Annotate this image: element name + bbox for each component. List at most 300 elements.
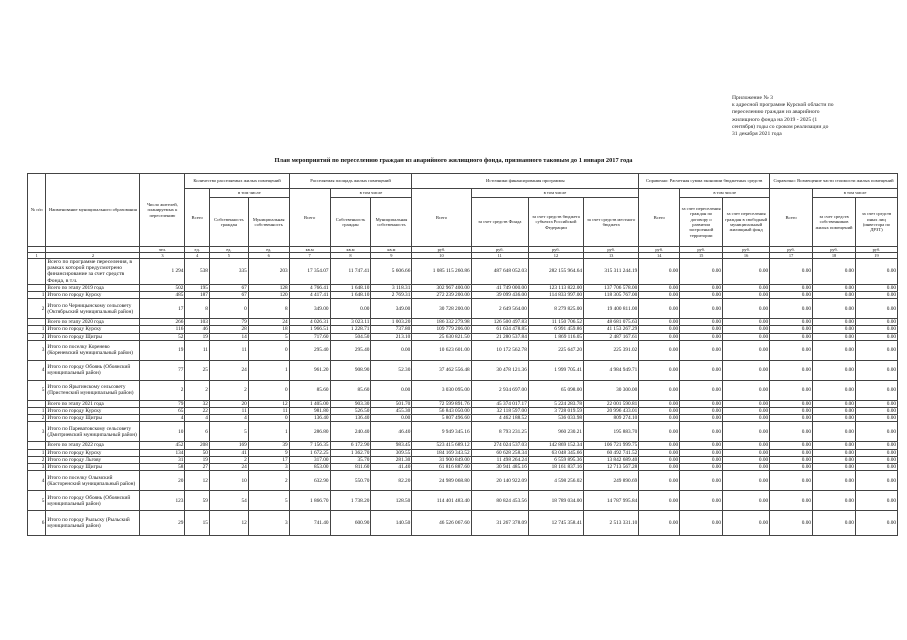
value-cell: 0.00 <box>371 415 412 422</box>
value-cell: 2 934 697.00 <box>471 380 528 400</box>
value-cell: 21 280 537.84 <box>471 333 528 340</box>
value-cell: 3 023.11 <box>330 319 371 326</box>
appendix-line: Приложение № 3 <box>732 95 773 101</box>
municipality-name: Итого по Черницынскому сельсовету (Октябрьский муниципальный район) <box>46 299 140 319</box>
value-cell: 349.00 <box>371 299 412 319</box>
value-cell: 208 <box>185 442 210 449</box>
value-cell: 282 155 964.64 <box>528 259 583 285</box>
value-cell: 120 <box>248 292 289 299</box>
value-cell: 195 <box>185 284 210 291</box>
row-number: 6 <box>28 511 46 536</box>
value-cell: 0.00 <box>680 319 723 326</box>
value-cell: 0.00 <box>680 422 723 442</box>
row-number: 3 <box>28 422 46 442</box>
value-cell: 0.00 <box>639 464 680 471</box>
row-number: 2 <box>28 299 46 319</box>
value-cell: 20 996 433.01 <box>584 408 639 415</box>
value-cell: 3 030 095.00 <box>412 380 471 400</box>
value-cell: 11 498 264.24 <box>471 456 528 463</box>
unit-cell: ед. <box>209 247 248 253</box>
value-cell: 128 <box>248 284 289 291</box>
header-col: Собственность граждан <box>330 198 371 247</box>
value-cell: 20 <box>209 400 248 407</box>
value-cell: 0.00 <box>639 259 680 285</box>
header-col: Собственность граждан <box>209 198 248 247</box>
table-body <box>28 259 898 536</box>
value-cell: 0.00 <box>639 415 680 422</box>
header-col: за счет переселения граждан по договору о развитии застроенной территории <box>680 198 723 247</box>
value-cell: 52.30 <box>371 360 412 380</box>
value-cell: 31 <box>140 456 185 463</box>
column-number: 17 <box>770 253 813 259</box>
value-cell: 0.00 <box>723 326 770 333</box>
value-cell: 24 989 068.80 <box>412 471 471 491</box>
table-row <box>28 464 898 471</box>
row-number: 2 <box>28 333 46 340</box>
value-cell: 0.00 <box>770 292 813 299</box>
value-cell: 11 <box>248 408 289 415</box>
value-cell: 0.00 <box>680 284 723 291</box>
column-number: 14 <box>639 253 680 259</box>
table-row <box>28 471 898 491</box>
value-cell: 9 949 345.16 <box>412 422 471 442</box>
value-cell: 1 294 <box>140 259 185 285</box>
value-cell: 0.00 <box>813 422 856 442</box>
resettlement-table <box>27 173 898 536</box>
municipality-name: Итого по городу Обоянь (Обоянский муниципальный район) <box>46 491 140 511</box>
header-col: за счет переселения граждан в свободный муниципальный жилищный фонд <box>723 198 770 247</box>
value-cell: 6 <box>185 422 210 442</box>
header-group-row <box>28 174 898 189</box>
value-cell: 3 728 019.59 <box>528 408 583 415</box>
value-cell: 315 311 244.19 <box>584 259 639 285</box>
value-cell: 65 <box>140 408 185 415</box>
value-cell: 1 228.71 <box>330 326 371 333</box>
value-cell: 0.00 <box>855 471 897 491</box>
municipality-name: Итого по городу Льгову <box>46 456 140 463</box>
value-cell: 35.70 <box>330 456 371 463</box>
value-cell: 0.00 <box>723 511 770 536</box>
value-cell: 0.00 <box>680 449 723 456</box>
value-cell: 7 156.35 <box>289 442 330 449</box>
value-cell: 0.00 <box>723 299 770 319</box>
value-cell: 0.00 <box>770 380 813 400</box>
value-cell: 0.00 <box>680 511 723 536</box>
value-cell: 0.00 <box>680 408 723 415</box>
value-cell: 0.00 <box>639 380 680 400</box>
header-col: Всего <box>412 189 471 247</box>
value-cell: 0.00 <box>639 292 680 299</box>
value-cell: 0.00 <box>813 464 856 471</box>
value-cell: 0.00 <box>723 333 770 340</box>
value-cell: 0.00 <box>639 326 680 333</box>
value-cell: 266 <box>140 319 185 326</box>
header-ref1-group: Справочно: Расчетная сумма экономии бюджетных средств <box>639 174 770 189</box>
value-cell: 118 305 767.00 <box>584 292 639 299</box>
municipality-name: Итого по городу Щигры <box>46 415 140 422</box>
row-number: 1 <box>28 408 46 415</box>
value-cell: 981.80 <box>289 408 330 415</box>
value-cell: 8 279 825.00 <box>528 299 583 319</box>
value-cell: 0.00 <box>639 284 680 291</box>
value-cell: 46 526 067.60 <box>412 511 471 536</box>
value-cell: 28 <box>209 326 248 333</box>
unit-cell: руб. <box>584 247 639 253</box>
value-cell: 1 362.70 <box>330 449 371 456</box>
value-cell: 17 <box>140 299 185 319</box>
municipality-name: Всего по этапу 2022 года <box>46 442 140 449</box>
header-col: Всего <box>639 189 680 247</box>
value-cell: 109 779 206.00 <box>412 326 471 333</box>
value-cell: 46.40 <box>371 422 412 442</box>
table-row <box>28 319 898 326</box>
value-cell: 3 <box>248 464 289 471</box>
value-cell: 0.00 <box>680 442 723 449</box>
value-cell: 4 462 188.52 <box>471 415 528 422</box>
value-cell: 0.00 <box>723 319 770 326</box>
table-row <box>28 415 898 422</box>
value-cell: 2 <box>185 380 210 400</box>
value-cell: 4 026.31 <box>289 319 330 326</box>
value-cell: 0.00 <box>680 360 723 380</box>
value-cell: 14 <box>209 333 248 340</box>
value-cell: 67 <box>209 292 248 299</box>
value-cell: 1 <box>248 422 289 442</box>
header-col: Муниципальная собственность <box>371 198 412 247</box>
value-cell: 0.00 <box>770 319 813 326</box>
value-cell: 32 <box>185 400 210 407</box>
column-number: 16 <box>723 253 770 259</box>
value-cell: 295.40 <box>289 340 330 360</box>
value-cell: 1 999 705.41 <box>528 360 583 380</box>
value-cell: 39 <box>248 442 289 449</box>
value-cell: 2 <box>209 456 248 463</box>
column-number: 5 <box>209 253 248 259</box>
value-cell: 48 681 075.63 <box>584 319 639 326</box>
value-cell: 3 118.31 <box>371 284 412 291</box>
value-cell: 60 628 258.34 <box>471 449 528 456</box>
value-cell: 0.00 <box>723 449 770 456</box>
header-finance-incl: в том числе <box>471 189 639 198</box>
value-cell: 10 <box>209 471 248 491</box>
value-cell: 0.00 <box>855 340 897 360</box>
value-cell: 0.00 <box>855 449 897 456</box>
column-number: 10 <box>412 253 471 259</box>
unit-cell: руб. <box>639 247 680 253</box>
value-cell: 82.20 <box>371 471 412 491</box>
table-row <box>28 456 898 463</box>
header-num: № п/п <box>28 174 46 247</box>
municipality-name: Итого по городу Щигры <box>46 333 140 340</box>
row-number: 1 <box>28 292 46 299</box>
municipality-name: Итого по городу Рыльску (Рыльский муниципальный район) <box>46 511 140 536</box>
municipality-name: Итого по городу Курску <box>46 326 140 333</box>
value-cell: 0.00 <box>723 422 770 442</box>
value-cell: 186 332 279.98 <box>412 319 471 326</box>
value-cell: 249 890.69 <box>584 471 639 491</box>
value-cell: 0.00 <box>639 456 680 463</box>
header-ref2-incl: в том числе <box>813 189 898 198</box>
document-title: План мероприятий по переселению граждан из аварийного жилищного фонда, признанного таковым до 1 января 2017 года <box>274 157 633 164</box>
value-cell: 960 230.21 <box>528 422 583 442</box>
value-cell: 1 738.20 <box>330 491 371 511</box>
value-cell: 455.30 <box>371 408 412 415</box>
value-cell: 0.00 <box>639 422 680 442</box>
municipality-name: Всего по программе переселения, в рамках которой предусмотрено финансирование за счет средств Фонда, в т.ч. <box>46 259 140 285</box>
value-cell: 17 <box>248 456 289 463</box>
value-cell: 1 672.25 <box>289 449 330 456</box>
value-cell: 54 <box>209 491 248 511</box>
value-cell: 5 807 496.60 <box>412 415 471 422</box>
value-cell: 31 900 849.00 <box>412 456 471 463</box>
value-cell: 18 <box>248 326 289 333</box>
value-cell: 80 824 453.56 <box>471 491 528 511</box>
value-cell: 0.00 <box>770 340 813 360</box>
value-cell: 0.00 <box>723 284 770 291</box>
value-cell: 8 <box>248 299 289 319</box>
value-cell: 11 <box>209 408 248 415</box>
value-cell: 2 649 564.00 <box>471 299 528 319</box>
value-cell: 0.00 <box>770 449 813 456</box>
municipality-name: Итого по поселку Олымский (Касторенский муниципальный район) <box>46 471 140 491</box>
value-cell: 142 869 152.34 <box>528 442 583 449</box>
value-cell: 0.00 <box>855 456 897 463</box>
value-cell: 0.00 <box>855 422 897 442</box>
value-cell: 0.00 <box>639 449 680 456</box>
value-cell: 137 706 578.00 <box>584 284 639 291</box>
municipality-name: Итого по Пареватовскому сельсовету (Дмитриевский муниципальный район) <box>46 422 140 442</box>
value-cell: 0.00 <box>770 511 813 536</box>
value-cell: 717.60 <box>289 333 330 340</box>
value-cell: 18 789 034.00 <box>528 491 583 511</box>
value-cell: 17 354.07 <box>289 259 330 285</box>
value-cell: 550.70 <box>330 471 371 491</box>
value-cell: 5 <box>209 422 248 442</box>
row-number <box>28 284 46 291</box>
value-cell: 203 <box>248 259 289 285</box>
value-cell: 0.00 <box>855 360 897 380</box>
value-cell: 60 492 741.52 <box>584 449 639 456</box>
unit-cell: чел. <box>140 247 185 253</box>
column-number: 2 <box>46 253 140 259</box>
row-number <box>28 400 46 407</box>
table-row <box>28 284 898 291</box>
value-cell: 0.00 <box>639 340 680 360</box>
header-residents: Число жителей, планируемых к переселению <box>140 174 185 247</box>
value-cell: 85.60 <box>330 380 371 400</box>
value-cell: 853.00 <box>289 464 330 471</box>
value-cell: 19 <box>140 340 185 360</box>
value-cell: 0.00 <box>680 340 723 360</box>
value-cell: 0.00 <box>723 400 770 407</box>
value-cell: 0.00 <box>770 333 813 340</box>
municipality-name: Итого по городу Курску <box>46 292 140 299</box>
unit-cell: руб. <box>770 247 813 253</box>
value-cell: 41 <box>209 449 248 456</box>
value-cell: 13 842 689.40 <box>584 456 639 463</box>
value-cell: 63 048 345.66 <box>528 449 583 456</box>
value-cell: 0.00 <box>813 326 856 333</box>
appendix-note <box>732 95 900 138</box>
row-number: 1 <box>28 449 46 456</box>
table-row <box>28 326 898 333</box>
value-cell: 0.00 <box>813 299 856 319</box>
value-cell: 8 793 231.25 <box>471 422 528 442</box>
value-cell: 0.00 <box>855 326 897 333</box>
value-cell: 0.00 <box>680 292 723 299</box>
municipality-name: Всего по этапу 2021 года <box>46 400 140 407</box>
header-count-group: Количество расселяемых жилых помещений <box>185 174 289 189</box>
value-cell: 41 153 267.29 <box>584 326 639 333</box>
value-cell: 123 <box>140 491 185 511</box>
value-cell: 11 150 706.52 <box>528 319 583 326</box>
value-cell: 0.00 <box>770 415 813 422</box>
value-cell: 4 766.41 <box>289 284 330 291</box>
value-cell: 85.60 <box>289 380 330 400</box>
value-cell: 302 967 400.00 <box>412 284 471 291</box>
unit-cell: руб. <box>680 247 723 253</box>
header-col: Всего <box>770 189 813 247</box>
header-count-incl: в том числе <box>209 189 289 198</box>
value-cell: 0.00 <box>680 456 723 463</box>
value-cell: 1 866.70 <box>289 491 330 511</box>
value-cell: 0.00 <box>639 408 680 415</box>
value-cell: 12 713 567.28 <box>584 464 639 471</box>
value-cell: 11 747.41 <box>330 259 371 285</box>
value-cell: 1 869 116.05 <box>528 333 583 340</box>
value-cell: 1 966.51 <box>289 326 330 333</box>
value-cell: 0.00 <box>639 299 680 319</box>
value-cell: 0.00 <box>855 511 897 536</box>
value-cell: 502 <box>140 284 185 291</box>
header-name: Наименование муниципального образования <box>46 174 140 247</box>
value-cell: 811.60 <box>330 464 371 471</box>
municipality-name: Итого по городу Курску <box>46 449 140 456</box>
value-cell: 25 630 821.50 <box>412 333 471 340</box>
value-cell: 41.40 <box>371 464 412 471</box>
value-cell: 0.00 <box>680 333 723 340</box>
value-cell: 0.00 <box>723 415 770 422</box>
value-cell: 0.00 <box>770 408 813 415</box>
value-cell: 0 <box>248 415 289 422</box>
table-row <box>28 299 898 319</box>
value-cell: 25 <box>185 360 210 380</box>
value-cell: 0.00 <box>680 415 723 422</box>
value-cell: 536 033.98 <box>528 415 583 422</box>
value-cell: 15 <box>185 511 210 536</box>
resettlement-table-container <box>27 173 898 536</box>
unit-cell: кв.м <box>330 247 371 253</box>
value-cell: 0.00 <box>770 464 813 471</box>
value-cell: 0.00 <box>680 464 723 471</box>
value-cell: 0.00 <box>813 319 856 326</box>
header-col: за счет средств иных лиц (инвестора по ДРЗТ) <box>855 198 897 247</box>
value-cell: 58 <box>140 464 185 471</box>
value-cell: 0.00 <box>723 471 770 491</box>
row-number: 5 <box>28 380 46 400</box>
row-number: 1 <box>28 326 46 333</box>
value-cell: 0.00 <box>330 299 371 319</box>
value-cell: 632.90 <box>289 471 330 491</box>
value-cell: 136.40 <box>289 415 330 422</box>
value-cell: 27 <box>185 464 210 471</box>
value-cell: 0.00 <box>723 408 770 415</box>
header-area-group: Расселяемая площадь жилых помещений <box>289 174 412 189</box>
value-cell: 0.00 <box>813 511 856 536</box>
header-ref1-incl: в том числе <box>680 189 770 198</box>
unit-cell: руб. <box>855 247 897 253</box>
value-cell: 195 883.70 <box>584 422 639 442</box>
value-cell: 126 500 497.83 <box>471 319 528 326</box>
value-cell: 2 <box>248 471 289 491</box>
row-number: 3 <box>28 340 46 360</box>
value-cell: 0.00 <box>639 471 680 491</box>
column-number: 15 <box>680 253 723 259</box>
value-cell: 6 991 459.86 <box>528 326 583 333</box>
value-cell: 0.00 <box>723 456 770 463</box>
unit-cell: кв.м <box>371 247 412 253</box>
value-cell: 0.00 <box>855 442 897 449</box>
value-cell: 8 <box>185 299 210 319</box>
value-cell: 61 816 887.60 <box>412 464 471 471</box>
value-cell: 317.00 <box>289 456 330 463</box>
value-cell: 30 941 485.16 <box>471 464 528 471</box>
value-cell: 77 <box>140 360 185 380</box>
value-cell: 106 721 999.75 <box>584 442 639 449</box>
table-row <box>28 292 898 299</box>
value-cell: 225 391.02 <box>584 340 639 360</box>
value-cell: 0.00 <box>813 449 856 456</box>
row-number: 4 <box>28 360 46 380</box>
value-cell: 67 <box>209 284 248 291</box>
value-cell: 4 417.41 <box>289 292 330 299</box>
column-number: 13 <box>584 253 639 259</box>
value-cell: 12 <box>248 400 289 407</box>
municipality-name: Итого по городу Обоянь (Обоянский муниципальный район) <box>46 360 140 380</box>
value-cell: 24 <box>248 319 289 326</box>
value-cell: 240.40 <box>330 422 371 442</box>
municipality-name: Итого по городу Курску <box>46 408 140 415</box>
value-cell: 20 140 922.09 <box>471 471 528 491</box>
table-row <box>28 400 898 407</box>
value-cell: 0.00 <box>813 491 856 511</box>
value-cell: 0.00 <box>639 333 680 340</box>
value-cell: 0.00 <box>680 326 723 333</box>
value-cell: 0.00 <box>770 400 813 407</box>
value-cell: 0.00 <box>813 408 856 415</box>
value-cell: 0.00 <box>855 491 897 511</box>
value-cell: 0.00 <box>723 360 770 380</box>
value-cell: 1 <box>248 360 289 380</box>
value-cell: 116 <box>140 326 185 333</box>
value-cell: 45 374 017.17 <box>471 400 528 407</box>
value-cell: 485 <box>140 292 185 299</box>
municipality-name: Всего по этапу 2019 года <box>46 284 140 291</box>
value-cell: 0.00 <box>639 491 680 511</box>
column-number: 6 <box>248 253 289 259</box>
value-cell: 19 <box>185 333 210 340</box>
value-cell: 1 648.10 <box>330 284 371 291</box>
value-cell: 187 <box>185 292 210 299</box>
value-cell: 908.90 <box>330 360 371 380</box>
value-cell: 0.00 <box>855 380 897 400</box>
value-cell: 103 <box>185 319 210 326</box>
value-cell: 0.00 <box>813 333 856 340</box>
table-row <box>28 408 898 415</box>
header-col: за счет средств местного бюджета <box>584 198 639 247</box>
value-cell: 1 405.00 <box>289 400 330 407</box>
value-cell: 0.00 <box>813 340 856 360</box>
